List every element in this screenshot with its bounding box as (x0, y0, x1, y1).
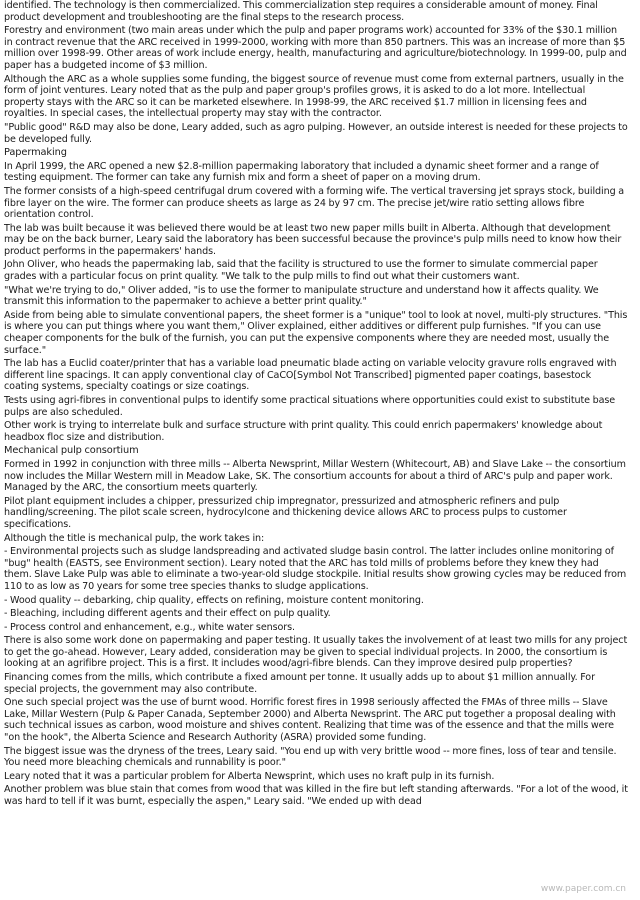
paragraph: Aside from being able to simulate conventional papers, the sheet former is a "unique" tool to look at novel, multi-ply structures. "This is where you can put things where you want them," Oliver explained, either additives or different pulp furnishes. "If you can use cheaper components for the bulk of the furnish, you can put the expensive components where they are needed most, usually the surface." (4, 309, 628, 356)
article-body (4, 0, 628, 808)
paragraph: Leary noted that it was a particular problem for Alberta Newsprint, which uses no kraft pulp in its furnish. (4, 770, 495, 782)
paragraph: John Oliver, who heads the papermaking lab, said that the facility is structured to use the former to simulate commercial paper grades with a particular focus on print quality. "We talk to the pulp mills to find out what their customers want. (4, 259, 598, 283)
paragraph: Although the ARC as a whole supplies some funding, the biggest source of revenue must come from external partners, usually in the form of joint ventures. Leary noted that as the pulp and paper group's profiles grows, it is asked to do a lot more. Intellectual property stays with the ARC so it can be marketed elsewhere. In 1998-99, the ARC received $1.7 million in licensing fees and royalties. In special cases, the intellectual property may stay with the contractor. (4, 73, 624, 120)
paragraph: Other work is trying to interrelate bulk and surface structure with print quality. This could enrich papermakers' knowledge about headbox floc size and distribution. (4, 420, 603, 443)
paragraph: Financing comes from the mills, which contribute a fixed amount per tonne. It usually adds up to about $1 million annually. For special projects, the government may also contribute. (4, 672, 595, 695)
paragraph: - Process control and enhancement, e.g., white water sensors. (4, 621, 295, 633)
section-heading: Mechanical pulp consortium (4, 445, 139, 457)
paragraph: Another problem was blue stain that comes from wood that was killed in the fire but left standing afterwards. "For a lot of the wood, it was hard to tell if it was burnt, especially the aspen," Leary said. "We ended up with dead (4, 784, 628, 807)
paragraph: The biggest issue was the dryness of the trees, Leary said. "You end up with very brittle wood -- more fines, loss of tear and tensile. You need more bleaching chemicals and runnability is poor." (4, 745, 617, 769)
paragraph: - Bleaching, including different agents and their effect on pulp quality. (4, 608, 331, 620)
paragraph: The former consists of a high-speed centrifugal drum covered with a forming wife. The vertical traversing jet sprays stock, building a fibre layer on the wire. The former can produce sheets as large as 24 by 97 cm. The precise jet/wire ratio setting allows fibre orientation control. (4, 185, 624, 221)
paragraph: "Public good" R&D may also be done, Leary added, such as agro pulping. However, an outside interest is needed for these projects to be developed fully. (4, 121, 628, 145)
paragraph: - Environmental projects such as sludge landspreading and activated sludge basin control. The latter includes online monitoring of "bug" health (EASTS, see Environment section). Leary noted that the ARC has told mills of problems before they knew they had them. Slave Lake Pulp was able to eliminate a two-year-old sludge stockpile. Initial results show growing cycles may be reduced from 110 to as low as 70 years for some tree species thanks to sludge applications. (4, 546, 627, 592)
paragraph: - Wood quality -- debarking, chip quality, effects on refining, moisture content monitoring. (4, 594, 424, 606)
paragraph: In April 1999, the ARC opened a new $2.8-million papermaking laboratory that included a dynamic sheet former and a range of testing equipment. The former can take any furnish mix and form a sheet of paper on a moving drum. (4, 160, 599, 184)
paragraph: Although the title is mechanical pulp, the work takes in: (4, 532, 265, 544)
paragraph: "What we're trying to do," Oliver added, "is to use the former to manipulate structure and understand how it affects quality. We transmit this information to the papermaker to achieve a better print quality." (4, 284, 599, 308)
paragraph: Pilot plant equipment includes a chipper, pressurized chip impregnator, pressurized and atmospheric refiners and pulp handling/screening. The pilot scale screen, hydrocylcone and thickening device allows ARC to process pulps to customer specifications. (4, 495, 567, 530)
paragraph: There is also some work done on papermaking and paper testing. It usually takes the involvement of at least two mills for any project to get the go-ahead. However, Leary added, consideration may be given to special individual projects. In 2000, the consortium is looking at an agrifibre project. This is a first. It includes wood/agri-fibre blends. Can they improve desired pulp properties? (4, 635, 628, 670)
paragraph: The lab has a Euclid coater/printer that has a variable load pneumatic blade acting on variable velocity gravure rolls engraved with different line spacings. It can apply conventional clay of CaCO[Symbol Not Transcribed] pigmented paper coatings, basestock coating systems, specialty coatings or size coatings. (4, 358, 617, 393)
paragraph: Forestry and environment (two main areas under which the pulp and paper programs work) accounted for 33% of the $30.1 million in contract revenue that the ARC received in 1999-2000, working with more than 850 partners. This was an increase of more than $5 million over 1998-99. Other areas of work include energy, health, manufacturing and agriculture/biotechnology. In 1999-00, pulp and paper has a budgeted income of $3 million. (4, 25, 627, 71)
paragraph: Formed in 1992 in conjunction with three mills -- Alberta Newsprint, Millar Western (Whitecourt, AB) and Slave Lake -- the consortium now includes the Millar Western mill in Meadow Lake, SK. The consortium accounts for about a third of ARC's pulp and paper work. Managed by the ARC, the consortium meets quarterly. (4, 458, 626, 494)
section-heading: Papermaking (4, 147, 67, 159)
paragraph: The lab was built because it was believed there would be at least two new paper mills built in Alberta. Although that development may be on the back burner, Leary said the laboratory has been successful because the province's pulp mills need to know how their product performs in the papermakers' hands. (4, 222, 622, 257)
watermark-text: www.paper.com.cn (540, 884, 626, 894)
paragraph: One such special project was the use of burnt wood. Horrific forest fires in 1998 seriously affected the FMAs of three mills -- Slave Lake, Millar Western (Pulp & Paper Canada, September 2000) and Alberta Newsprint. The ARC put together a proposal dealing with such technical issues as carbon, wood moisture and shives content. Realizing that time was of the essence and that the mills were "on the hook", the Alberta Science and Research Authority (ASRA) provided some funding. (4, 697, 616, 744)
paragraph: identified. The technology is then commercialized. This commercialization step requires a considerable amount of money. Final product development and troubleshooting are the final steps to the research process. (4, 0, 598, 23)
paragraph: Tests using agri-fibres in conventional pulps to identify some practical situations where opportunities could exist to substitute base pulps are also scheduled. (4, 395, 616, 418)
